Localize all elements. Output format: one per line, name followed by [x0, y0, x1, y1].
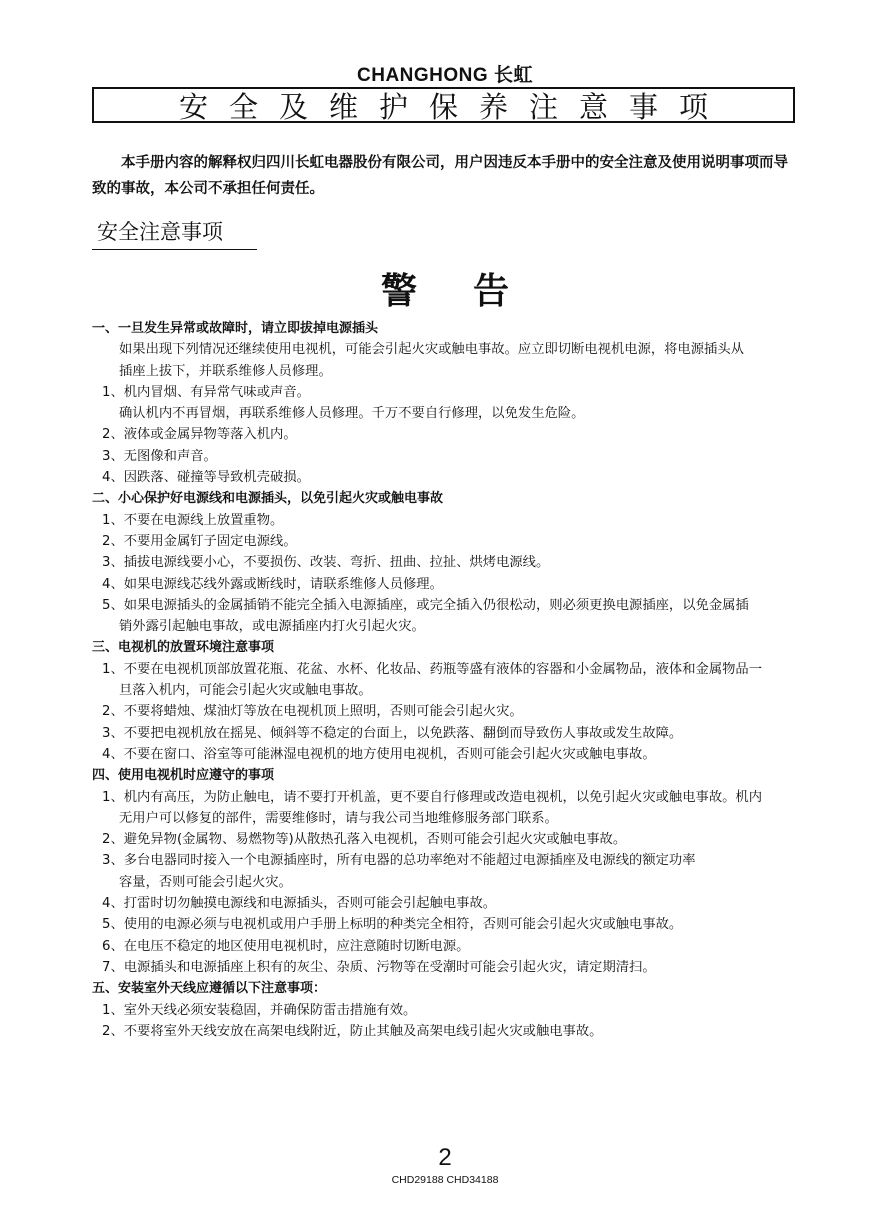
content-line: 无用户可以修复的部件，需要维修时，请与我公司当地维修服务部门联系。 — [119, 810, 558, 826]
section-title: 一、一旦发生异常或故障时，请立即拔掉电源插头 — [92, 321, 379, 336]
content-line: 2、不要将蜡烛、煤油灯等放在电视机顶上照明，否则可能会引起火灾。 — [102, 704, 523, 720]
content-line: 如果出现下列情况还继续使用电视机，可能会引起火灾或触电事故。应立即切断电视机电源，将电源插头从 — [119, 342, 744, 358]
content-line: 2、液体或金属异物等落入机内。 — [102, 427, 297, 443]
content-line: 1、机内有高压，为防止触电，请不要打开机盖，更不要自行修理或改造电视机，以免引起火灾或触电事故。机内 — [102, 789, 763, 805]
content-line: 容量，否则可能会引起火灾。 — [119, 874, 292, 890]
safety-content — [92, 318, 812, 1042]
section-title: 五、安装室外天线应遵循以下注意事项： — [92, 981, 327, 997]
content-line: 5、如果电源插头的金属插销不能完全插入电源插座，或完全插入仍很松动，则必须更换电源插座，以免金属插 — [102, 597, 749, 613]
content-line: 确认机内不再冒烟，再联系维修人员修理。千万不要自行修理，以免发生危险。 — [119, 406, 585, 422]
content-line: 4、打雷时切勿触摸电源线和电源插头，否则可能会引起触电事故。 — [102, 896, 497, 912]
section-title: 四、使用电视机时应遵守的事项 — [92, 768, 275, 784]
content-line: 4、不要在窗口、浴室等可能淋湿电视机的地方使用电视机，否则可能会引起火灾或触电事故。 — [102, 746, 656, 762]
content-line: 2、避免异物(金属物、易燃物等)从散热孔落入电视机，否则可能会引起火灾或触电事故。 — [102, 832, 627, 848]
section-title: 三、电视机的放置环境注意事项 — [92, 640, 275, 656]
content-line: 销外露引起触电事故，或电源插座内打火引起火灾。 — [119, 619, 425, 635]
content-line: 1、室外天线必须安装稳固，并确保防雷击措施有效。 — [102, 1002, 417, 1018]
content-line: 3、无图像和声音。 — [102, 448, 217, 464]
page-number: 2 — [438, 1144, 452, 1171]
content-line: 3、插拔电源线要小心，不要损伤、改装、弯折、扭曲、拉扯、烘烤电源线。 — [102, 555, 550, 571]
section-heading: 安全注意事项 — [92, 216, 257, 250]
section-title: 二、小心保护好电源线和电源插头，以免引起火灾或触电事故 — [92, 491, 444, 507]
content-line: 2、不要将室外天线安放在高架电线附近，防止其触及高架电线引起火灾或触电事故。 — [102, 1023, 603, 1039]
model-numbers: CHD29188 CHD34188 — [391, 1174, 499, 1186]
intro-paragraph: 本手册内容的解释权归四川长虹电器股份有限公司，用户因违反本手册中的安全注意及使用说明事项而导致的事故，本公司不承担任何责任。 — [92, 155, 788, 197]
page-title: 安全及维护保养注意事项 — [178, 89, 729, 124]
content-line: 2、不要用金属钉子固定电源线。 — [102, 533, 297, 549]
brand-logo: CHANGHONG 长虹 — [357, 65, 533, 86]
content-line: 1、机内冒烟、有异常气味或声音。 — [102, 384, 310, 400]
content-line: 1、不要在电视机顶部放置花瓶、花盆、水杯、化妆品、药瓶等盛有液体的容器和小金属物品，液体和金属物品一 — [102, 661, 763, 677]
content-line: 3、不要把电视机放在摇晃、倾斜等不稳定的台面上，以免跌落、翻倒而导致伤人事故或发生故障。 — [102, 725, 683, 741]
content-line: 4、因跌落、碰撞等导致机壳破损。 — [102, 470, 310, 486]
content-line: 5、使用的电源必须与电视机或用户手册上标明的种类完全相符，否则可能会引起火灾或触电事故。 — [102, 917, 683, 933]
content-line: 3、多台电器同时接入一个电源插座时，所有电器的总功率绝对不能超过电源插座及电源线的额定功率 — [102, 853, 696, 869]
warning-title: 警告 — [380, 271, 565, 312]
title-box — [92, 87, 795, 123]
content-line: 4、如果电源线芯线外露或断线时，请联系维修人员修理。 — [102, 576, 443, 592]
content-line: 插座上拔下，并联系维修人员修理。 — [119, 363, 332, 379]
content-line: 7、电源插头和电源插座上积有的灰尘、杂质、污物等在受潮时可能会引起火灾，请定期清扫。 — [102, 959, 656, 975]
content-line: 1、不要在电源线上放置重物。 — [102, 512, 284, 528]
content-line: 6、在电压不稳定的地区使用电视机时，应注意随时切断电源。 — [102, 938, 470, 954]
content-line: 旦落入机内，可能会引起火灾或触电事故。 — [119, 683, 372, 699]
